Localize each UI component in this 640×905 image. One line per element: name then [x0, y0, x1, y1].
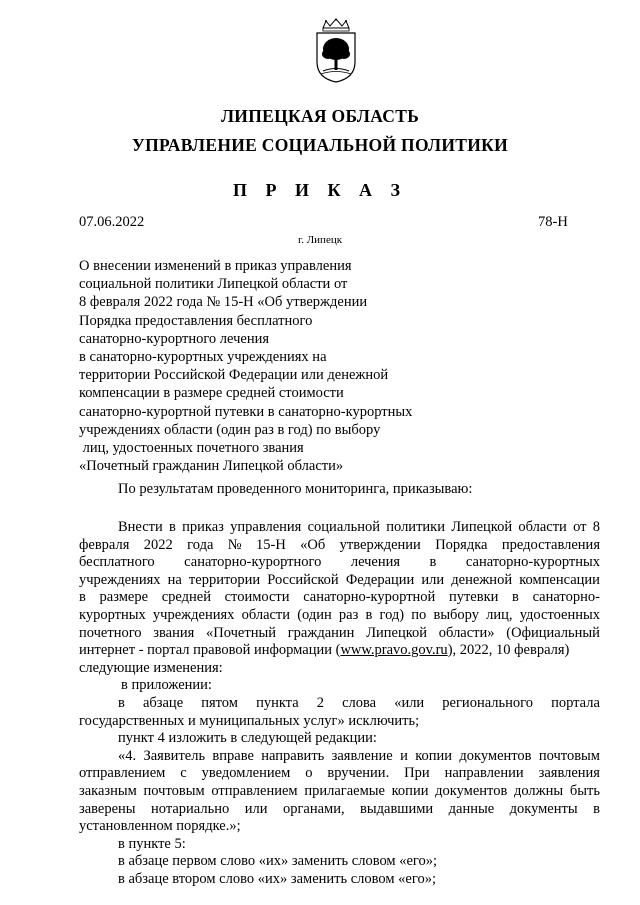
word: санаторно-курортной [303, 589, 436, 606]
word: прилагаемые [304, 782, 385, 799]
justified-line [79, 765, 600, 783]
word: средней [161, 589, 211, 606]
word: 2022 [143, 536, 173, 553]
justified-line [79, 537, 600, 555]
word: звания [153, 624, 195, 641]
justified-line [79, 783, 600, 801]
region-heading: ЛИПЕЦКАЯ ОБЛАСТЬ [220, 106, 420, 126]
justified-line [79, 589, 600, 607]
word: (Официальный [506, 624, 600, 641]
document-date: 07.06.2022 [79, 214, 145, 230]
word: области» [438, 624, 495, 641]
word: пятом [201, 694, 238, 711]
word: управления [230, 519, 302, 535]
justified-line [79, 607, 600, 625]
word: и [400, 747, 408, 764]
text-line: установленном порядке.»; [79, 818, 241, 835]
word: регионального [442, 694, 533, 711]
word: вправе [212, 747, 254, 764]
word: в [169, 519, 176, 535]
coat-of-arms-icon [313, 18, 359, 84]
word: территории [188, 571, 261, 588]
subject-line: лиц, удостоенных почетного звания [79, 440, 304, 457]
word: должны [513, 782, 564, 799]
word: предоставления [501, 536, 600, 553]
word: в [79, 589, 86, 606]
word: лечения [350, 554, 401, 571]
word: в [429, 554, 437, 571]
word: почтовым [143, 782, 205, 799]
word: денежной [451, 571, 513, 588]
text-line: следующие изменения: [79, 659, 223, 676]
subject-line: О внесении изменений в приказ управления [79, 258, 352, 274]
word: документов [435, 782, 508, 799]
text-line: в абзаце втором слово «их» заменить словом «его»; [118, 870, 436, 887]
word: год) [379, 606, 405, 623]
word: на [167, 571, 182, 588]
word: Липецкой [451, 519, 513, 535]
word: учреждениях [152, 606, 235, 623]
subject-line: компенсации в размере средней стоимости [79, 385, 344, 402]
word: путевки [448, 589, 499, 606]
word: почтовым [538, 747, 600, 764]
word: о [305, 765, 313, 782]
department-heading: УПРАВЛЕНИЕ СОЦИАЛЬНОЙ ПОЛИТИКИ [131, 135, 509, 155]
word: области [518, 519, 567, 535]
word: почетного [79, 624, 142, 641]
justified-line [79, 801, 600, 819]
text-line: в абзаце первом слово «их» заменить словом «его»; [118, 853, 438, 870]
word: политики [386, 519, 445, 535]
word: заявления [538, 765, 600, 782]
word: Внести [118, 519, 163, 535]
justified-line [79, 748, 600, 766]
word: курортных [79, 606, 146, 623]
word: слова [342, 694, 377, 711]
word: по [411, 606, 427, 623]
word: в [512, 589, 519, 606]
word: органами, [282, 800, 345, 817]
document-type-title: П Р И К А З [232, 180, 408, 200]
word: Порядка [435, 536, 488, 553]
word: приказ [182, 519, 224, 535]
subject-line: учреждениях области (один раз в год) по выбору [79, 421, 381, 438]
word: в [365, 606, 373, 623]
word: «Об [300, 536, 326, 553]
text-line: в пункте 5: [118, 835, 186, 852]
word: в [118, 694, 125, 711]
word: копии [415, 747, 453, 764]
subject-line: Порядка предоставления бесплатного [79, 312, 313, 329]
word: Липецкой [366, 624, 428, 641]
word: Заявитель [143, 747, 206, 764]
justified-line [79, 519, 600, 537]
document-city: г. Липецк [297, 234, 343, 246]
word: быть [569, 782, 600, 799]
word: санаторно-курортных [465, 554, 600, 571]
subject-line: «Почетный гражданин Липецкой области» [79, 458, 344, 475]
justified-line [79, 554, 600, 572]
word: абзаце [142, 694, 184, 711]
word: в [593, 800, 600, 817]
word: документов [459, 747, 532, 764]
word: стоимости [224, 589, 290, 606]
word: направить [261, 747, 325, 764]
word: вручении. [327, 765, 390, 782]
word: компенсации [519, 571, 600, 588]
justified-line [79, 572, 600, 590]
word: уведомлением [201, 765, 291, 782]
word: 8 [592, 519, 600, 535]
word: санаторно-курортного [184, 554, 322, 571]
word: копии [391, 782, 429, 799]
justified-line [79, 625, 600, 643]
subject-line: санаторно-курортного лечения [79, 330, 270, 347]
document-number: 78-Н [538, 214, 568, 230]
word: заверены [79, 800, 136, 817]
word: заявление [331, 747, 393, 764]
word: 2 [316, 694, 324, 711]
word: или [244, 800, 268, 817]
subject-line: социальной политики Липецкой области от [79, 276, 348, 293]
subject-line: в санаторно-курортных учреждениях на [79, 349, 327, 366]
word: санаторно- [532, 589, 600, 606]
word: (один [297, 606, 332, 623]
word: пункта [256, 694, 299, 711]
text-line: пункт 4 изложить в следующей редакции: [118, 730, 377, 747]
word: «или [394, 694, 425, 711]
word: бесплатного [79, 554, 155, 571]
word: февраля [79, 536, 130, 553]
word: «Почетный [206, 624, 276, 641]
word: утверждении [339, 536, 421, 553]
word: размере [99, 589, 149, 606]
word: области [241, 606, 291, 623]
word: данные [448, 800, 495, 817]
justified-line [79, 695, 600, 713]
text-line: в приложении: [121, 677, 212, 694]
word: с [180, 765, 187, 782]
word: удостоенных [519, 606, 600, 623]
word: гражданин [287, 624, 355, 641]
subject-line: 8 февраля 2022 года № 15-Н «Об утверждении [79, 294, 368, 311]
text-line [79, 642, 600, 660]
word: выдавшими [360, 800, 434, 817]
word: отправлением [211, 782, 298, 799]
text-fragment: интернет - портал правовой информации ( [79, 642, 341, 659]
word: нотариально [151, 800, 230, 817]
word: Российской [267, 571, 339, 588]
text-line: государственных и муниципальных услуг» исключить; [79, 712, 420, 729]
word: документы [509, 800, 578, 817]
text-fragment: ), 2022, 10 февраля) [447, 642, 570, 659]
word: При [404, 765, 430, 782]
word: заказным [79, 782, 137, 799]
subject-line: санаторно-курортной путевки в санаторно-курортных [79, 403, 413, 420]
order-body [79, 519, 600, 888]
word: «4. [118, 747, 137, 764]
word: от [573, 519, 587, 535]
word: учреждениях [79, 571, 161, 588]
word: № [227, 536, 242, 553]
word: направлении [444, 765, 524, 782]
word: лиц, [486, 606, 513, 623]
word: года [187, 536, 214, 553]
word: или [421, 571, 445, 588]
preamble-text: По результатам проведенного мониторинга, приказываю: [118, 481, 473, 497]
pravo-gov-link[interactable]: www.pravo.gov.ru [340, 642, 448, 659]
word: 15-Н [255, 536, 286, 553]
word: социальной [307, 519, 380, 535]
word: раз [338, 606, 359, 623]
word: Федерации [345, 571, 415, 588]
subject-line: территории Российской Федерации или денежной [79, 367, 389, 384]
word: отправлением [79, 765, 166, 782]
word: портала [551, 694, 600, 711]
subject-block [79, 257, 459, 475]
word: выбору [433, 606, 479, 623]
